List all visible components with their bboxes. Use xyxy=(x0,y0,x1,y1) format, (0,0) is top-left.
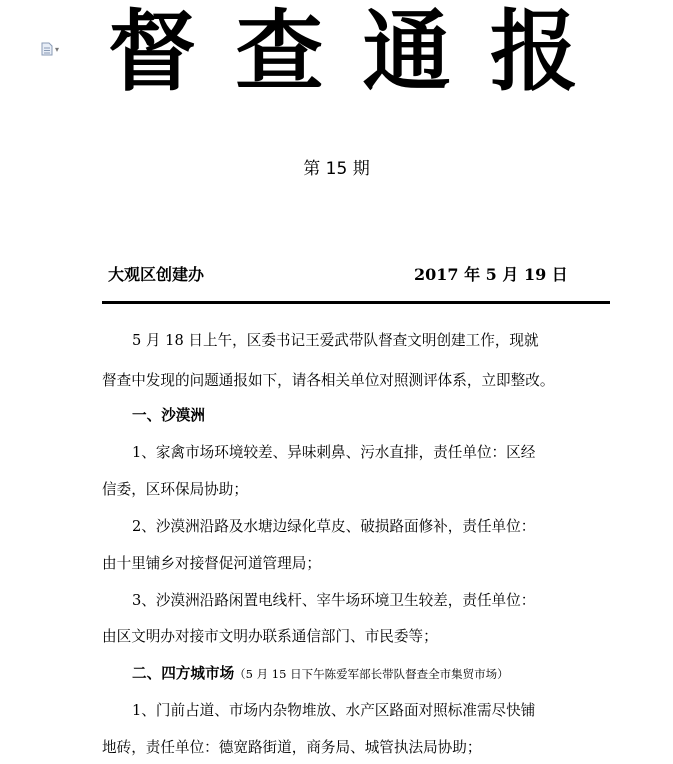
issue-number: 第 15 期 xyxy=(303,159,370,179)
section-heading: 二、四方城市场 xyxy=(132,665,235,682)
issue-date: 2017 年 5 月 19 日 xyxy=(414,265,568,284)
title-char: 查 xyxy=(235,0,324,103)
section-heading-line xyxy=(132,664,509,684)
paragraph-line: 1、门前占道、市场内杂物堆放、水产区路面对照标准需尽快铺 xyxy=(132,702,536,719)
paragraph-line: 由区文明办对接市文明办联系通信部门、市民委等； xyxy=(102,628,438,645)
document-icon[interactable] xyxy=(41,41,71,57)
page-icon xyxy=(41,42,53,56)
title-char: 督 xyxy=(108,0,197,103)
document-title xyxy=(108,0,578,104)
paragraph-line: 2、沙漠洲沿路及水塘边绿化草皮、破损路面修补，责任单位： xyxy=(132,518,536,535)
paragraph-line: 信委，区环保局协助； xyxy=(102,481,248,498)
paragraph-line: 1、家禽市场环境较差、异味刺鼻、污水直排，责任单位：区经 xyxy=(132,444,536,461)
title-char: 通 xyxy=(362,0,451,103)
paragraph-line: 5 月 18 日上午，区委书记王爱武带队督查文明创建工作，现就 xyxy=(132,332,539,349)
issuer: 大观区创建办 xyxy=(108,265,205,284)
paragraph-line: 地砖，责任单位：德宽路街道，商务局、城管执法局协助； xyxy=(102,739,482,756)
section-heading: 一、沙漠洲 xyxy=(132,407,205,424)
title-char: 报 xyxy=(489,0,578,103)
header-rule xyxy=(102,301,610,304)
chevron-down-icon[interactable]: ▾ xyxy=(55,44,60,54)
section-note: （5 月 15 日下午陈爱军部长带队督查全市集贸市场） xyxy=(234,667,509,681)
paragraph-line: 3、沙漠洲沿路闲置电线杆、宰牛场环境卫生较差，责任单位： xyxy=(132,592,536,609)
paragraph-line: 督查中发现的问题通报如下，请各相关单位对照测评体系，立即整改。 xyxy=(102,372,555,389)
paragraph-line: 由十里铺乡对接督促河道管理局； xyxy=(102,555,321,572)
